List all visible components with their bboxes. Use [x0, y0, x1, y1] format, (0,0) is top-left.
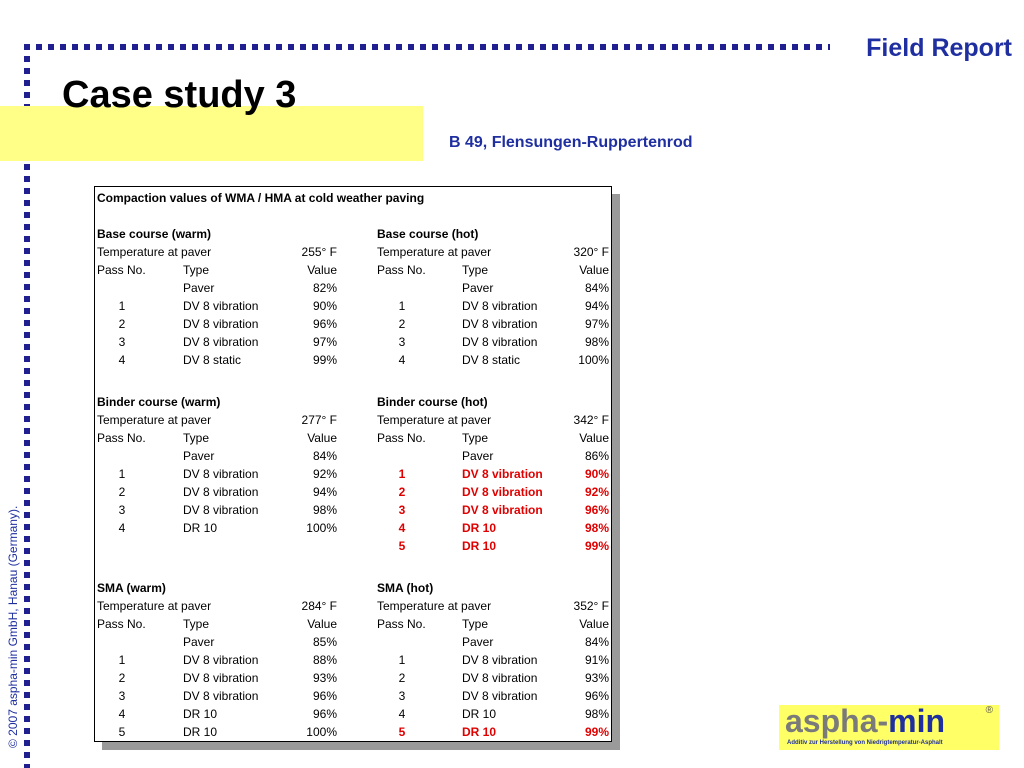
compaction-value: 96% — [312, 689, 337, 703]
aspha-min-logo — [779, 705, 999, 750]
temperature-row — [95, 597, 611, 615]
table-row — [95, 315, 611, 333]
logo-text-min: min — [888, 703, 946, 739]
pass-number: 1 — [118, 467, 126, 481]
table-row — [95, 519, 611, 537]
compaction-value: 96% — [312, 707, 337, 721]
table-row — [95, 633, 611, 651]
pass-number: 5 — [118, 725, 126, 739]
column-header-row — [95, 615, 611, 633]
col-header-pass: Pass No. — [377, 617, 426, 631]
roller-type: DR 10 — [462, 521, 497, 535]
compaction-value: 90% — [584, 467, 609, 481]
pass-number: 1 — [398, 467, 406, 481]
col-header-value: Value — [307, 263, 337, 277]
col-header-value: Value — [307, 431, 337, 445]
roller-type: DV 8 static — [183, 353, 242, 367]
compaction-table — [94, 186, 612, 742]
compaction-value: 85% — [312, 635, 337, 649]
roller-type: DV 8 vibration — [462, 335, 538, 349]
section-heading-warm: Base course (warm) — [97, 227, 212, 241]
pass-number: 4 — [398, 353, 406, 367]
col-header-value: Value — [579, 263, 609, 277]
roller-type: DV 8 vibration — [462, 503, 543, 517]
roller-type: DV 8 vibration — [183, 299, 259, 313]
roller-type: DV 8 static — [462, 353, 521, 367]
section-heading-hot: SMA (hot) — [377, 581, 434, 595]
roller-type: DV 8 vibration — [183, 671, 259, 685]
temperature-label: Temperature at paver — [97, 413, 212, 427]
col-header-pass: Pass No. — [97, 617, 146, 631]
pass-number: 1 — [398, 653, 406, 667]
compaction-value: 100% — [578, 353, 609, 367]
temperature-label: Temperature at paver — [97, 245, 212, 259]
roller-type: DV 8 vibration — [183, 335, 259, 349]
compaction-value: 98% — [584, 707, 609, 721]
compaction-value: 84% — [312, 449, 337, 463]
compaction-value: 99% — [584, 539, 609, 553]
temperature-row — [95, 411, 611, 429]
compaction-value: 92% — [584, 485, 609, 499]
compaction-value: 98% — [584, 521, 609, 535]
col-header-pass: Pass No. — [377, 263, 426, 277]
compaction-value: 100% — [306, 521, 337, 535]
col-header-pass: Pass No. — [377, 431, 426, 445]
roller-type: Paver — [183, 281, 215, 295]
roller-type: DV 8 vibration — [462, 467, 543, 481]
col-header-type: Type — [183, 431, 210, 445]
roller-type: DV 8 vibration — [183, 689, 259, 703]
pass-number: 2 — [118, 671, 126, 685]
roller-type: DV 8 vibration — [462, 653, 538, 667]
roller-type: Paver — [183, 635, 215, 649]
col-header-type: Type — [462, 617, 489, 631]
col-header-value: Value — [579, 431, 609, 445]
table-row — [95, 669, 611, 687]
col-header-pass: Pass No. — [97, 431, 146, 445]
col-header-value: Value — [307, 617, 337, 631]
logo-wordmark — [785, 703, 945, 740]
roller-type: DV 8 vibration — [462, 317, 538, 331]
pass-number: 2 — [118, 485, 126, 499]
compaction-value: 99% — [584, 725, 609, 739]
temperature-label: Temperature at paver — [97, 599, 212, 613]
compaction-value: 93% — [312, 671, 337, 685]
compaction-value: 96% — [312, 317, 337, 331]
section-heading-row — [95, 393, 611, 411]
temperature-label: Temperature at paver — [377, 599, 492, 613]
pass-number: 5 — [398, 539, 406, 553]
temperature-label: Temperature at paver — [377, 245, 492, 259]
roller-type: DV 8 vibration — [462, 671, 538, 685]
compaction-value: 90% — [312, 299, 337, 313]
compaction-value: 97% — [312, 335, 337, 349]
compaction-value: 94% — [584, 299, 609, 313]
compaction-value: 84% — [584, 635, 609, 649]
field-report-label: Field Report — [866, 34, 1012, 62]
compaction-value: 97% — [584, 317, 609, 331]
section-heading-warm: Binder course (warm) — [97, 395, 221, 409]
table-title-row — [95, 189, 611, 207]
table-row — [95, 501, 611, 519]
table-row — [95, 537, 611, 555]
pass-number: 2 — [118, 317, 126, 331]
roller-type: DV 8 vibration — [183, 503, 259, 517]
compaction-value: 96% — [584, 689, 609, 703]
pass-number: 2 — [398, 485, 406, 499]
temperature-value: 320° F — [573, 245, 609, 259]
compaction-value: 88% — [312, 653, 337, 667]
roller-type: DR 10 — [462, 725, 497, 739]
temperature-value: 352° F — [573, 599, 609, 613]
pass-number: 4 — [118, 521, 126, 535]
compaction-value: 96% — [584, 503, 609, 517]
table-row — [95, 483, 611, 501]
temperature-value: 284° F — [301, 599, 337, 613]
roller-type: DV 8 vibration — [183, 485, 259, 499]
table-row — [95, 687, 611, 705]
temperature-value: 342° F — [573, 413, 609, 427]
pass-number: 2 — [398, 317, 406, 331]
pass-number: 4 — [398, 521, 406, 535]
roller-type: DR 10 — [183, 707, 218, 721]
compaction-value: 99% — [312, 353, 337, 367]
roller-type: Paver — [462, 635, 494, 649]
copyright-notice: © 2007 aspha-min GmbH, Hanau (Germany). — [6, 505, 20, 748]
compaction-value: 82% — [312, 281, 337, 295]
pass-number: 3 — [118, 689, 126, 703]
temperature-label: Temperature at paver — [377, 413, 492, 427]
roller-type: Paver — [462, 281, 494, 295]
col-header-type: Type — [462, 263, 489, 277]
roller-type: DR 10 — [183, 521, 218, 535]
pass-number: 3 — [398, 689, 406, 703]
col-header-type: Type — [462, 431, 489, 445]
logo-tagline: Additiv zur Herstellung von Niedrigtemperatur-Asphalt — [787, 740, 943, 746]
table-row — [95, 723, 611, 741]
table-row — [95, 651, 611, 669]
roller-type: DR 10 — [183, 725, 218, 739]
roller-type: Paver — [462, 449, 494, 463]
table-row — [95, 333, 611, 351]
compaction-value: 93% — [584, 671, 609, 685]
pass-number: 2 — [398, 671, 406, 685]
col-header-type: Type — [183, 263, 210, 277]
table-title: Compaction values of WMA / HMA at cold weather paving — [97, 191, 425, 205]
pass-number: 1 — [118, 299, 126, 313]
pass-number: 4 — [118, 353, 126, 367]
pass-number: 4 — [118, 707, 126, 721]
compaction-value: 100% — [306, 725, 337, 739]
col-header-value: Value — [579, 617, 609, 631]
table-row — [95, 465, 611, 483]
compaction-value: 92% — [312, 467, 337, 481]
table-row — [95, 447, 611, 465]
page-subtitle: B 49, Flensungen-Ruppertenrod — [449, 134, 693, 151]
compaction-value: 91% — [584, 653, 609, 667]
roller-type: DR 10 — [462, 539, 497, 553]
roller-type: DR 10 — [462, 707, 497, 721]
temperature-row — [95, 243, 611, 261]
table-row — [95, 279, 611, 297]
roller-type: DV 8 vibration — [183, 653, 259, 667]
pass-number: 3 — [118, 335, 126, 349]
section-heading-hot: Base course (hot) — [377, 227, 479, 241]
roller-type: DV 8 vibration — [183, 317, 259, 331]
col-header-pass: Pass No. — [97, 263, 146, 277]
roller-type: Paver — [183, 449, 215, 463]
temperature-value: 277° F — [301, 413, 337, 427]
logo-text-aspha: aspha- — [785, 703, 889, 739]
pass-number: 3 — [398, 503, 406, 517]
roller-type: DV 8 vibration — [183, 467, 259, 481]
column-header-row — [95, 261, 611, 279]
pass-number: 3 — [398, 335, 406, 349]
roller-type: DV 8 vibration — [462, 485, 543, 499]
pass-number: 3 — [118, 503, 126, 517]
compaction-value: 98% — [312, 503, 337, 517]
column-header-row — [95, 429, 611, 447]
table-row — [95, 297, 611, 315]
compaction-value: 86% — [584, 449, 609, 463]
pass-number: 4 — [398, 707, 406, 721]
pass-number: 5 — [398, 725, 406, 739]
col-header-type: Type — [183, 617, 210, 631]
roller-type: DV 8 vibration — [462, 689, 538, 703]
table-row — [95, 351, 611, 369]
roller-type: DV 8 vibration — [462, 299, 538, 313]
section-heading-row — [95, 579, 611, 597]
section-heading-hot: Binder course (hot) — [377, 395, 488, 409]
compaction-value: 84% — [584, 281, 609, 295]
registered-mark: ® — [985, 705, 993, 716]
page-title: Case study 3 — [62, 74, 297, 116]
table-row — [95, 705, 611, 723]
pass-number: 1 — [118, 653, 126, 667]
temperature-value: 255° F — [301, 245, 337, 259]
top-dotted-rule — [24, 44, 830, 50]
section-heading-row — [95, 225, 611, 243]
compaction-value: 98% — [584, 335, 609, 349]
compaction-value: 94% — [312, 485, 337, 499]
pass-number: 1 — [398, 299, 406, 313]
section-heading-warm: SMA (warm) — [97, 581, 166, 595]
